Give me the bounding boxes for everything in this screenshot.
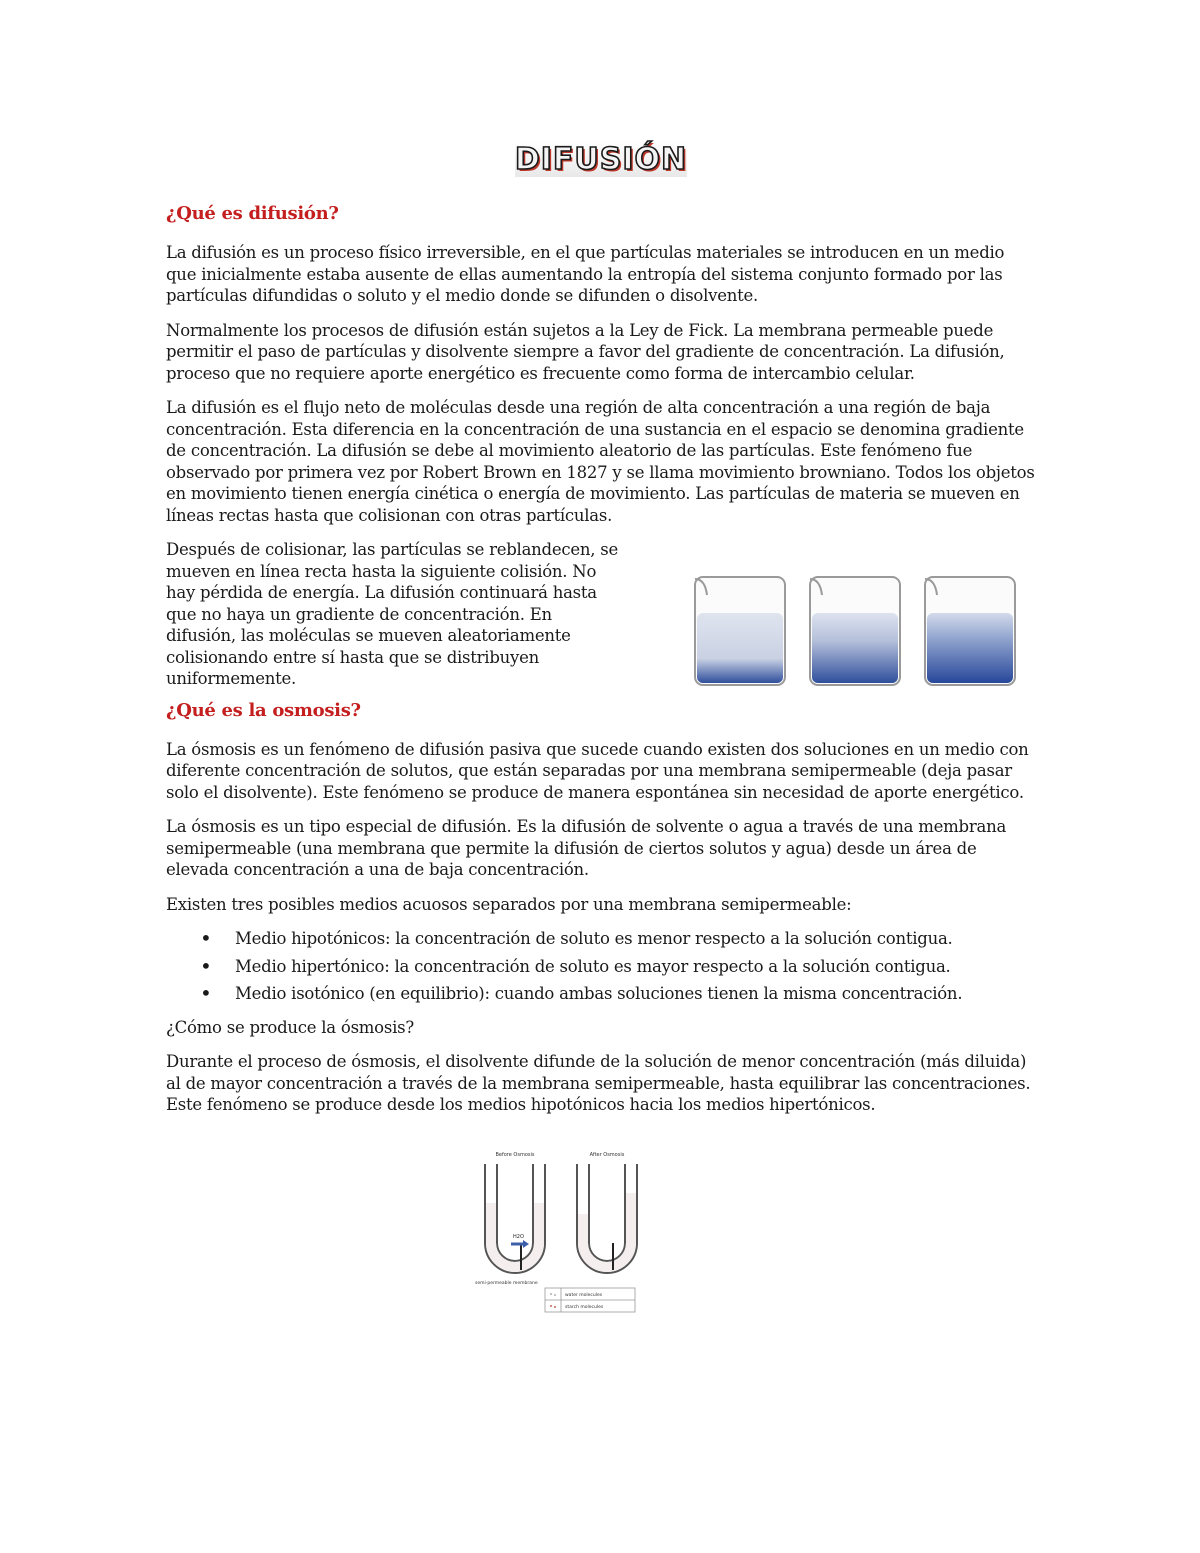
document-content bbox=[166, 142, 1036, 1323]
beaker-2 bbox=[810, 577, 900, 685]
paragraph: La difusión es el flujo neto de moléculas desde una región de alta concentración a una región de baja concentración. Esta diferencia en la concentración de una sustancia en el espacio se denomina gradiente de concentración. La difusión se debe al movimiento aleatorio de las partículas. Este fenómeno fue observado por primera vez por Robert Brown en 1827 y se llama movimiento browniano. Todos los objetos en movimiento tienen energía cinética o energía de movimiento. Las partículas de materia se mueven en líneas rectas hasta que colisionan con otras partículas. bbox=[166, 398, 1035, 525]
list-item: • Medio hipertónico: la concentración de soluto es mayor respecto a la solución contigua. bbox=[235, 956, 1036, 978]
figure-legend bbox=[545, 1288, 635, 1312]
section-heading-difusion: ¿Qué es difusión? bbox=[166, 203, 339, 224]
page-title: DIFUSIÓN bbox=[514, 142, 688, 177]
h2o-label: H2O bbox=[513, 1233, 524, 1240]
paragraph: La difusión es un proceso físico irreversible, en el que partículas materiales se introducen en un medio que inicialmente estaba ausente de ellas aumentando la entropía del sistema conjunto formado por las partículas difundidas o soluto y el medio donde se difunden o disolvente. bbox=[166, 243, 1005, 305]
after-osmosis-label: After Osmosis bbox=[589, 1151, 625, 1158]
beaker-3 bbox=[925, 577, 1015, 685]
beaker-1 bbox=[695, 577, 785, 685]
title-block bbox=[166, 142, 1036, 177]
beakers-diffusion-image bbox=[693, 569, 1018, 689]
paragraph: La ósmosis es un tipo especial de difusión. Es la difusión de solvente o agua a través de una membrana semipermeable (una membrana que permite la difusión de ciertos solutos y agua) desde un área de elevada concentración a una de baja concentración. bbox=[166, 817, 1007, 879]
subquestion: ¿Cómo se produce la ósmosis? bbox=[166, 1017, 414, 1037]
diffusion-text-with-figure bbox=[166, 539, 1036, 690]
list-item: • Medio hipotónicos: la concentración de soluto es menor respecto a la solución contigua. bbox=[235, 928, 1036, 950]
media-list bbox=[166, 928, 1036, 1005]
legend-water: water molecules bbox=[565, 1292, 603, 1298]
paragraph: La ósmosis es un fenómeno de difusión pasiva que sucede cuando existen dos soluciones en un medio con diferente concentración de solutos, que están separadas por una membrana semipermeable (deja pasar solo el disolvente). Este fenómeno se produce de manera espontánea sin necesidad de aporte energético. bbox=[166, 739, 1029, 802]
u-tube-after bbox=[577, 1164, 637, 1273]
paragraph: Existen tres posibles medios acuosos separados por una membrana semipermeable: bbox=[166, 894, 852, 914]
osmosis-diagram bbox=[475, 1148, 655, 1323]
paragraph: Normalmente los procesos de difusión están sujetos a la Ley de Fick. La membrana permeable puede permitir el paso de partículas y disolvente siempre a favor del gradiente de concentración. La difusión, proceso que no requiere aporte energético es frecuente como forma de intercambio celular. bbox=[166, 320, 1005, 383]
list-item: • Medio isotónico (en equilibrio): cuando ambas soluciones tienen la misma concentración. bbox=[235, 983, 1036, 1005]
legend-starch: starch molecules bbox=[565, 1304, 604, 1310]
before-osmosis-label: Before Osmosis bbox=[495, 1151, 535, 1158]
section-heading-osmosis: ¿Qué es la osmosis? bbox=[166, 699, 361, 721]
paragraph: Después de colisionar, las partículas se reblandecen, se mueven en línea recta hasta la siguiente colisión. No hay pérdida de energía. La difusión continuará hasta que no haya un gradiente de concentración. En difusión, las moléculas se mueven aleatoriamente colisionando entre sí hasta que se distribuyen uniformemente. bbox=[166, 540, 618, 688]
u-tube-before bbox=[485, 1164, 545, 1273]
paragraph: Durante el proceso de ósmosis, el disolvente difunde de la solución de menor concentración (más diluida) al de mayor concentración a través de la membrana semipermeable, hasta equilibrar las concentraciones. Este fenómeno se produce desde los medios hipotónicos hacia los medios hipertónicos. bbox=[166, 1052, 1031, 1114]
membrane-label: semi-permeable membrane bbox=[475, 1280, 538, 1286]
